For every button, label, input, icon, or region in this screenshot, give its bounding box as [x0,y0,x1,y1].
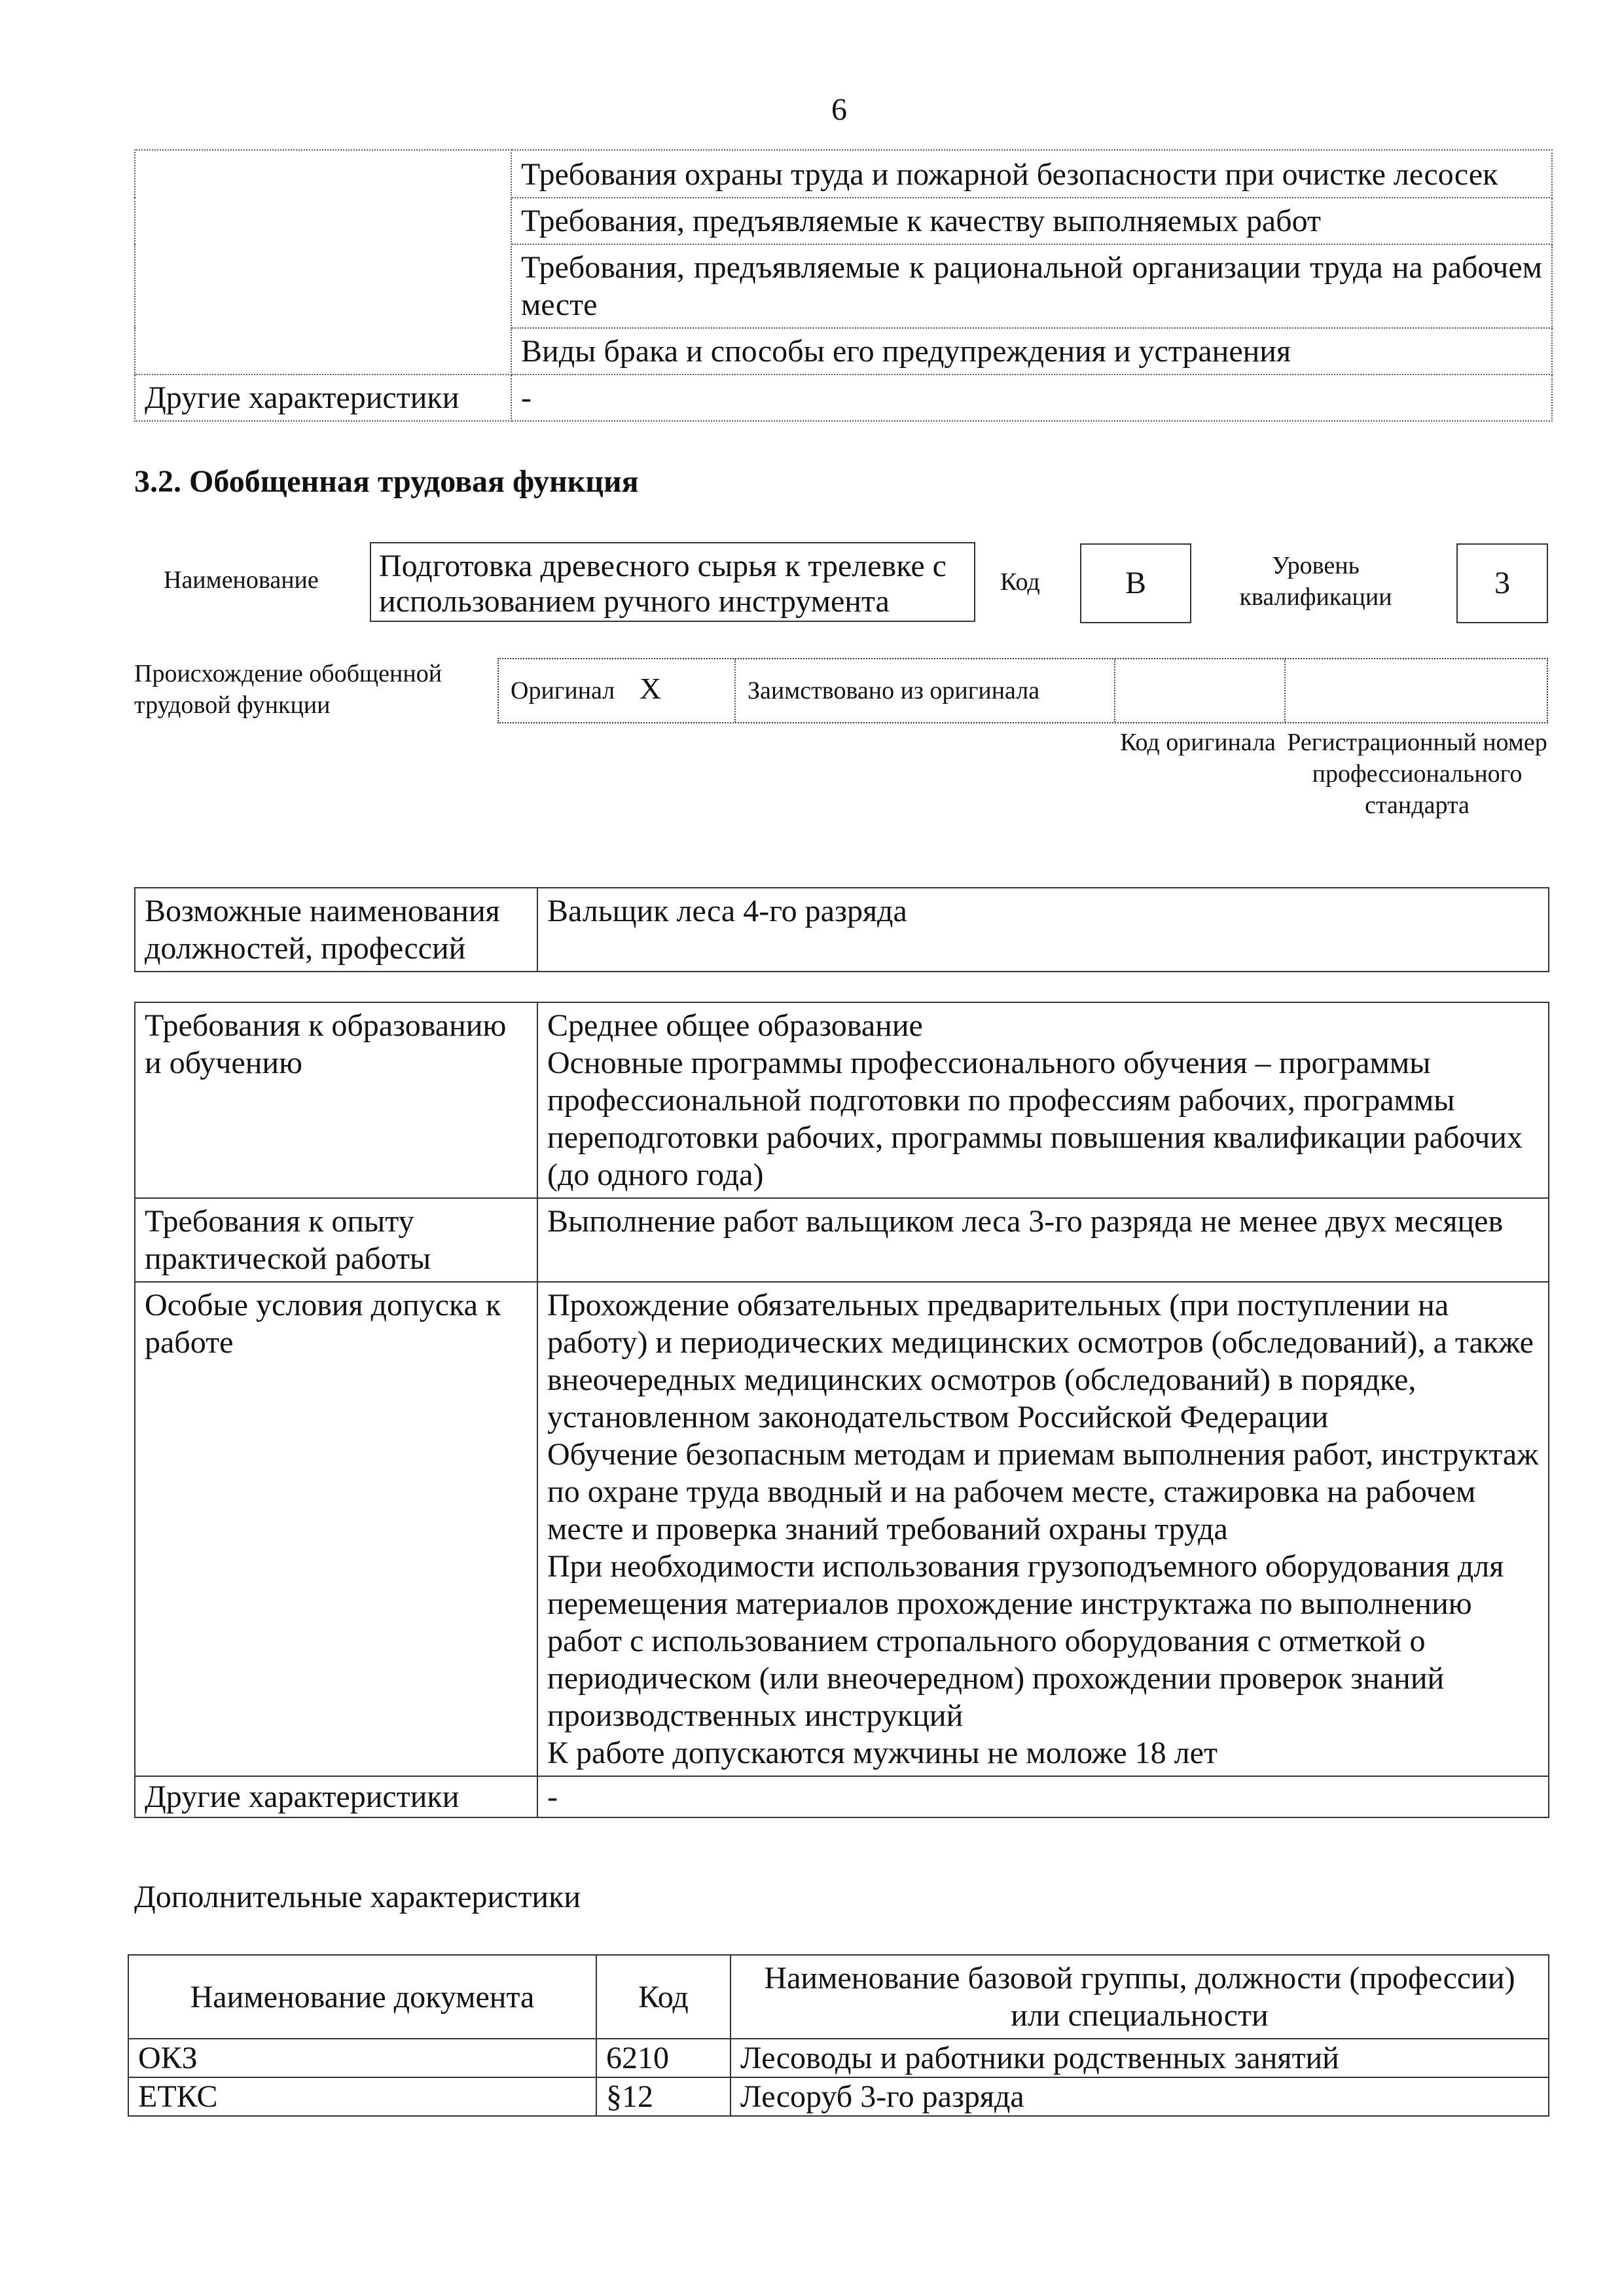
origin-label: Происхождение обобщенной трудовой функции [134,660,442,719]
experience-value: Выполнение работ вальщиком леса 3-го разряда не менее двух месяцев [537,1198,1549,1282]
row-document: ОКЗ [128,2039,596,2077]
reg-number-cell [1286,659,1547,722]
row-document: ЕТКС [128,2077,596,2116]
other-label: Другие характеристики [135,1776,537,1817]
top-row-text: Требования, предъявляемые к качеству выполняемых работ [511,198,1552,244]
level-value: 3 [1456,543,1548,623]
code-value: B [1080,543,1191,623]
positions-value: Вальщик леса 4-го разряда [537,888,1549,972]
admission-line: Прохождение обязательных предварительных (при поступлении на работу) и периодических медицинских осмотров (обследований), а также внеочередных медицинских осмотров (обследований) в порядке, установленном законодательством Российской Федерации [547,1288,1534,1434]
education-value [537,1002,1549,1198]
origin-box [497,658,1548,723]
row-group: Лесоводы и работники родственных занятий [731,2039,1549,2077]
other-value: - [537,1776,1549,1817]
header-document: Наименование документа [128,1955,596,2039]
additional-title: Дополнительные характеристики [134,1880,581,1914]
level-label: Уровень квалификации [1239,552,1392,611]
table-header-row [128,1955,1549,2039]
name-value: Подготовка древесного сырья к трелевке с использованием ручного инструмента [370,542,975,622]
page-number: 6 [831,92,847,127]
admission-label: Особые условия допуска к работе [135,1282,537,1776]
table-row [135,1776,1549,1817]
row-group: Лесоруб 3-го разряда [731,2077,1549,2116]
table-row [135,150,1552,198]
table-row [135,1002,1549,1198]
header-group: Наименование базовой группы, должности (профессии) или специальности [731,1955,1549,2039]
other-label: Другие характеристики [135,374,511,421]
original-label: Оригинал [511,677,615,704]
header-code: Код [596,1955,731,2039]
admission-line: К работе допускаются мужчины не моложе 18 лет [547,1736,1218,1770]
admission-line: Обучение безопасным методам и приемам выполнения работ, инструктаж по охране труда вводный и на рабочем месте, стажировка на рабочем месте и проверка знаний требований охраны труда [547,1437,1539,1546]
original-mark: X [640,672,662,705]
original-cell [499,659,736,722]
other-value: - [511,374,1552,421]
top-row-text: Требования, предъявляемые к рациональной организации труда на рабочем месте [511,244,1552,328]
code-label: Код [1000,568,1040,596]
table-row [135,1282,1549,1776]
borrowed-cell [736,659,1115,722]
positions-label: Возможные наименования должностей, профессий [135,888,537,972]
borrowed-label: Заимствовано из оригинала [748,677,1040,704]
top-row-text: Виды брака и способы его предупреждения и устранения [511,328,1552,374]
code-original-label: Код оригинала [1120,729,1276,756]
name-label: Наименование [164,566,319,594]
top-row-text: Требования охраны труда и пожарной безопасности при очистке лесосек [511,150,1552,198]
table-row [128,2077,1549,2116]
education-label: Требования к образованию и обучению [135,1002,537,1198]
empty-cell [135,150,511,374]
additional-table [128,1954,1549,2117]
admission-line: При необходимости использования грузоподъемного оборудования для перемещения материалов прохождение инструктажа по выполнению работ с использованием стропального оборудования с отметкой о периодическом (или внеочередном) прохождении проверок знаний производственных инструкций [547,1549,1504,1733]
table-row [135,374,1552,421]
row-code: 6210 [596,2039,731,2077]
code-original-cell [1115,659,1286,722]
table-row [135,888,1549,972]
experience-label: Требования к опыту практической работы [135,1198,537,1282]
top-table [134,149,1553,422]
reg-number-label: Регистрационный номер профессионального стандарта [1287,729,1547,819]
section-title: 3.2. Обобщенная трудовая функция [134,464,639,499]
table-row [135,1198,1549,1282]
education-line: Основные программы профессионального обучения – программы профессиональной подготовки по профессиям рабочих, программы переподготовки рабочих, программы повышения квалификации рабочих (до одного года) [547,1046,1523,1192]
positions-table [134,887,1549,972]
requirements-table [134,1002,1549,1818]
education-line: Среднее общее образование [547,1008,923,1043]
row-code: §12 [596,2077,731,2116]
admission-value [537,1282,1549,1776]
table-row [128,2039,1549,2077]
